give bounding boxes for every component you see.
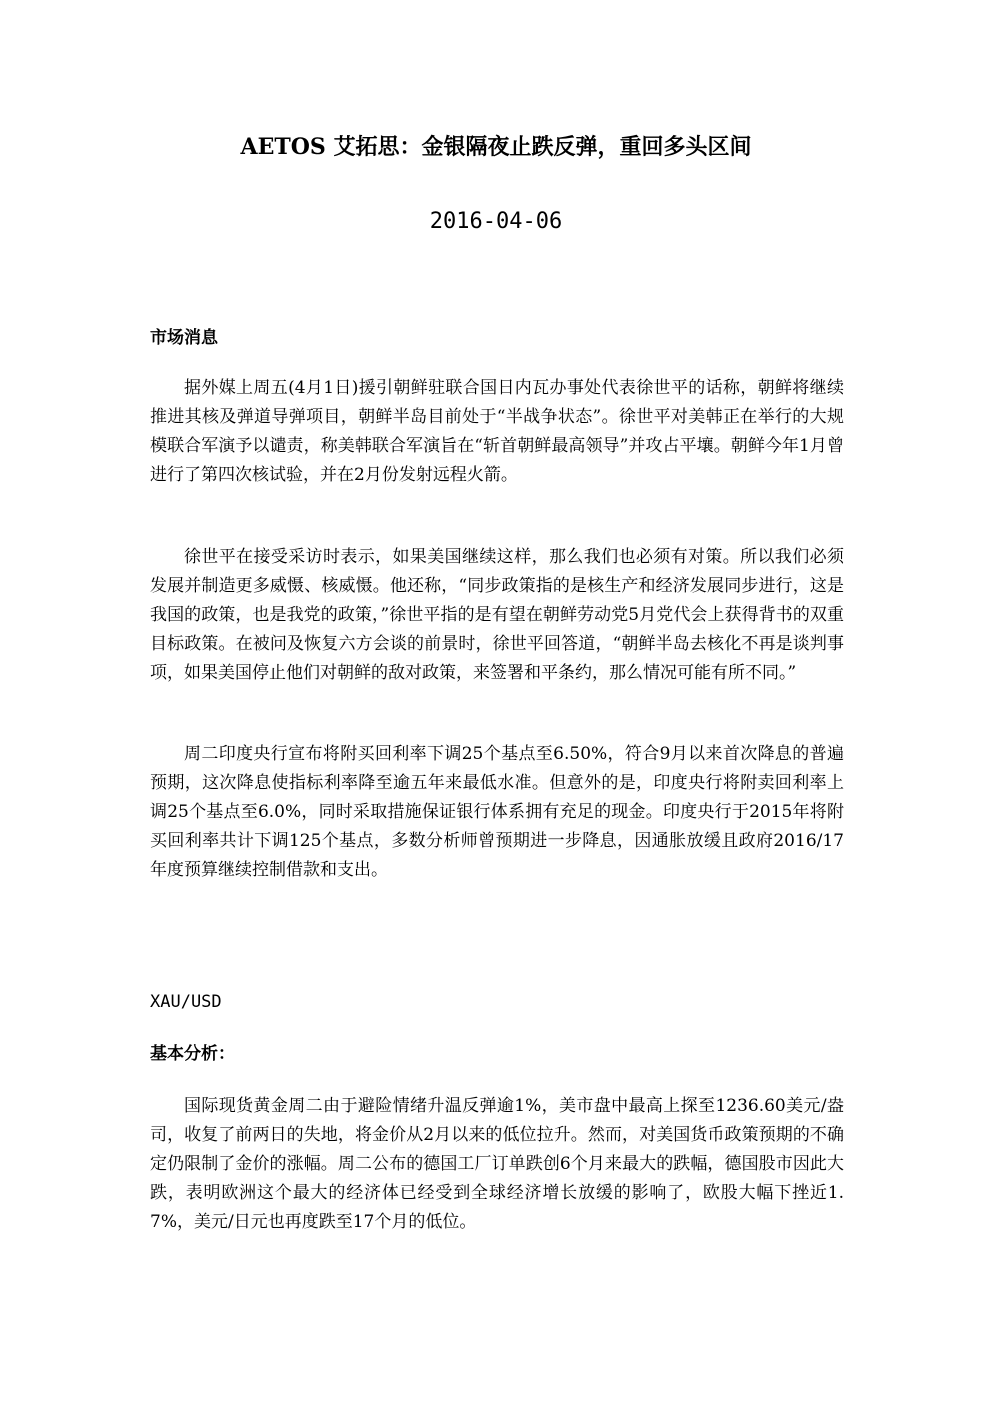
xau-usd-symbol: XAU/USD: [150, 992, 222, 1012]
market-news-paragraph-3: 周二印度央行宣布将附买回利率下调25个基点至6.50%，符合9月以来首次降息的普遍预期，这次降息使指标利率降至逾五年来最低水准。但意外的是，印度央行将附卖回利率上调25个基点至6.0%，同时采取措施保证银行体系拥有充足的现金。印度央行于2015年将附买回利率共计下调125个基点，多数分析师曾预期进一步降息，因通胀放缓且政府2016/17年度预算继续控制借款和支出。: [150, 744, 844, 880]
document-title: AETOS 艾拓思：金银隔夜止跌反弹，重回多头区间: [240, 134, 752, 160]
market-news-heading: 市场消息: [150, 328, 218, 348]
document-date: 2016-04-06: [429, 209, 563, 234]
market-news-paragraph-1: 据外媒上周五(4月1日)援引朝鲜驻联合国日内瓦办事处代表徐世平的话称，朝鲜将继续推进其核及弹道导弹项目，朝鲜半岛目前处于“半战争状态”。徐世平对美韩正在举行的大规模联合军演予以谴责，称美韩联合军演旨在“斩首朝鲜最高领导”并攻占平壤。朝鲜今年1月曾进行了第四次核试验，并在2月份发射远程火箭。: [150, 378, 844, 485]
fundamental-analysis-heading: 基本分析：: [150, 1044, 235, 1064]
xau-analysis-paragraph-1: 国际现货黄金周二由于避险情绪升温反弹逾1%，美市盘中最高上探至1236.60美元/盎司，收复了前两日的失地，将金价从2月以来的低位拉升。然而，对美国货币政策预期的不确定仍限制了金价的涨幅。周二公布的德国工厂订单跌创6个月来最大的跌幅，德国股市因此大跌，表明欧洲这个最大的经济体已经受到全球经济增长放缓的影响了，欧股大幅下挫近1.7%，美元/日元也再度跌至17个月的低位。: [150, 1096, 844, 1232]
market-news-paragraph-2: 徐世平在接受采访时表示，如果美国继续这样，那么我们也必须有对策。所以我们必须发展并制造更多威慑、核威慑。他还称，“同步政策指的是核生产和经济发展同步进行，这是我国的政策，也是我党的政策，”徐世平指的是有望在朝鲜劳动党5月党代会上获得背书的双重目标政策。在被问及恢复六方会谈的前景时，徐世平回答道，“朝鲜半岛去核化不再是谈判事项，如果美国停止他们对朝鲜的敌对政策，来签署和平条约，那么情况可能有所不同。”: [150, 547, 844, 683]
